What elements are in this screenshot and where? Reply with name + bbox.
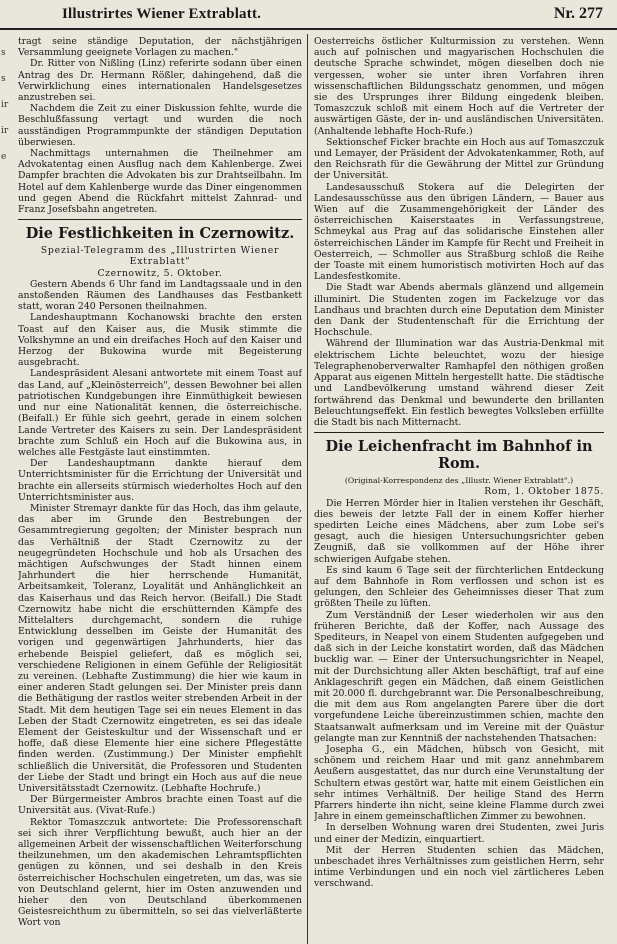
article-text: In derselben Wohnung waren drei Studenten, zwei Juris und einer der Medizin, einquartiert.	[314, 822, 604, 845]
subline: (Original-Korrespondenz des „Illustr. Wiener Extrablatt".)	[344, 476, 574, 486]
headline-czernowitz: Die Festlichkeiten in Czernowitz.	[25, 225, 295, 243]
article-text: Mit der Herren Studenten schien das Mädchen, unbeschadet ihres Verhältnisses zum geistlichen Herrn, sehr intime Verbindungen und ein noch viel zärtlicheres Leben verschwand.	[314, 844, 604, 890]
article-text: Landesausschuß Stokera auf die Delegirten der Landesausschüsse aus den übrigen Ländern, — Bauer aus Wien auf die Zusammengehörigkeit der Länder des österreichischen Kaiserstaates in Verfassungstreue, Schmeykal aus Prag auf das solidarische Einstehen aller österreichischen Länder im Kampfe für Recht und Freiheit in Oesterreich, — Schmoller aus Straßburg schloß die Reihe der Toaste mit einem humoristisch motivirten Hoch auf das Landesfestkomite.	[314, 181, 604, 283]
subline: Spezial-Telegramm des „Illustrirten Wiener Extrablatt"	[40, 245, 280, 268]
dateline: Rom, 1. Oktober 1875.	[484, 486, 604, 498]
section-divider	[18, 219, 302, 220]
article-text: Nachdem die Zeit zu einer Diskussion fehlte, wurde die Beschlußfassung vertagt und wurden die noch ausständigen Programmpunkte der ständigen Deputation überwiesen.	[18, 103, 302, 148]
article-text: Oesterreichs östlicher Kulturmission zu verstehen. Wenn auch auf polnischen und magyarischen Hochschulen die deutsche Sprache schwindet, mögen dieselben doch nie vergessen, woher sie unter ihren Vorfahren ihren wissenschaftlichen Bildungsschatz genommen, und mögen sie des Ursprunges ihrer Bildung eingedenk bleiben. Tomaszczuk schloß mit einem Hoch auf die Vertreter der auswärtigen Gäste, der in- und ausländischen Universitäten. (Anhaltende lebhafte Hoch-Rufe.)	[314, 36, 604, 137]
article-text: Rektor Tomaszczuk antwortete: Die Professorenschaft sei sich ihrer Verpflichtung bewußt, auch hier an der allgemeinen Arbeit der wissenschaftlichen Weiterforschung theilzunehmen, um den akademischen Lehramtspflichten genügen zu können, und sei deshalb in den Kreis österreichischer Hochschulen eingetreten, um das, was sie von Deutschland gelernt, hier im Osten anzuwenden und hieher den von Deutschland überkommenen Geistesreichthum zu übermitteln, so sei das vielverläßterte Wort von	[18, 816, 302, 929]
margin-marks: s s ir ir e	[1, 48, 9, 162]
article-text: tragt seine ständige Deputation, der nächstjährigen Versammlung geeignete Vorlagen zu machen."	[18, 36, 302, 59]
article-text: Während der Illumination war das Austria-Denkmal mit elektrischem Lichte beleuchtet, wozu der hiesige Telegraphenoberverwalter Ramhapfel den nöthigen großen Apparat aus eigenen Mitteln hergestellt hatte. Die städtische und Landbevölkerung umstand während dieser Zeit fortwährend das Denkmal und bewunderte den brillanten Beleuchtungseffekt. Ein festlich bewegtes Volksleben erfüllte die Stadt bis nach Mitternacht.	[314, 338, 604, 428]
article-text: Minister Stremayr dankte für das Hoch, das ihm gelaute, das aber im Grunde den Bestrebungen der Gesammtregierung gegolten; der Minister besprach nun das Verhältniß der Stadt Czernowitz zu der neugegründeten Hochschule und hob als Ursachen des mächtigen Aufschwunges der Stadt hinnen einem Jahrhundert die hier herrschende Humanität, Arbeitsamkeit, Toleranz, Loyalität und Anhänglichkeit an das Kaiserhaus und das Reich hervor. (Beifall.) Die Stadt Czernowitz habe nicht die erschütternden Kämpfe des Mittelalters durchgemacht, sondern die ruhige Entwicklung desselben im Geiste der Humanität des vorigen und gegenwärtigen Jahrhunderts, hier das erhebende Beispiel geliefert, daß es möglich sei, verschiedene Religionen in einem Gefühle der Religiosität zu vereinen. (Lebhafte Zustimmung) die hier wie kaum in einer anderen Stadt gelungen sei. Der Minister preis dann die Bethätigung der rastlos weiter strebenden Arbeit in der Stadt. Mit dem heutigen Tage sei ein neues Element in das Leben der Stadt Czernowitz eingetreten, es sei das ideale Element der Geisteskultur und der Wissenschaft und er hoffe, daß diese Elemente hier eine sichere Pflegestätte finden werden. (Zustimmung.) Der Minister empfiehlt schließlich die Universität, die Professoren und Studenten der Liebe der Stadt und bringt ein Hoch aus auf die neue Universitätsstadt Czernowitz. (Lebhafte Hochrufe.)	[18, 502, 302, 794]
article-text: Sektionschef Ficker brachte ein Hoch aus auf Tomaszczuk und Lemayer, der Präsident der Advokatenkammer, Roth, auf den Reichsrath für die Gewährung der Mittel zur Gründung der Universität.	[314, 136, 604, 182]
column-divider	[307, 34, 308, 944]
article-text: Gestern Abends 6 Uhr fand im Landtagssaale und in den anstoßenden Räumen des Landhauses das Festbankett statt, woran 240 Personen theilnahmen.	[18, 278, 302, 313]
article-text: Nachmittags unternahmen die Theilnehmer am Advokatentag einen Ausflug nach dem Kahlenberge. Zwei Dampfer brachten die Advokaten bis zur Drahtseilbahn. Im Hotel auf dem Kahlenberge wurde das Diner eingenommen und gegen Abend die Rückfahrt mittelst Zahnrad- und Franz Josefsbahn angetreten.	[18, 148, 302, 216]
left-column	[18, 36, 302, 944]
article-text: Landeshauptmann Kochanowski brachte den ersten Toast auf den Kaiser aus, die Musik stimmte die Volkshymne an und ein dreifaches Hoch auf den Kaiser und Herzog der Bukowina wurde mit Begeisterung ausgebracht.	[18, 312, 302, 369]
article-text: Landespräsident Alesani antwortete mit einem Toast auf das Land, auf „Kleinösterreich", dessen Bewohner bei allen patriotischen Kundgebungen ihre Einmüthigkeit bewiesen und nur eine Nationalität kennen, die österreichische. (Beifall.) Er fühle sich geehrt, gerade in einem solchen Lande Vertreter des Kaisers zu sein. Der Landespräsident brachte zum Schluß ein Hoch auf die Bukowina aus, in welches alle Festgäste laut einstimmten.	[18, 368, 302, 458]
article-text: Die Herren Mörder hier in Italien verstehen ihr Geschäft, dies beweis der letzte Fall der in einem Koffer hierher spedirten Leiche eines Mädchens, aber zum Lobe sei's gesagt, auch die hiesigen Untersuchungsrichter geben Zeugniß, daß sie vollkommen auf der Höhe ihrer schwierigen Aufgabe stehen.	[314, 497, 604, 565]
right-column	[314, 36, 604, 944]
article-text: Zum Verständniß der Leser wiederholen wir aus den früheren Berichte, daß der Koffer, nach Aussage des Spediteurs, in Neapel von einem Studenten aufgegeben und daß sich in der Leiche konstatirt worden, daß das Mädchen bucklig war. — Einer der Untersuchungsrichter in Neapel, mit der Durchsichtung aller Akten beschäftigt, traf auf eine Anklageschrift gegen ein Mädchen, daß einem Geistlichen mit 20.000 fl. durchgebrannt war. Die Personalbeschreibung, die mit dem aus Rom angelangten Parere über die dort vorgefundene Leiche übereinzustimmen schien, machte den Staatsanwalt aufmerksam und im Vereine mit der Quästur gelangte man zur Kenntniß der nachstehenden Thatsachen:	[314, 609, 604, 744]
article-text: Die Stadt war Abends abermals glänzend und allgemein illuminirt. Die Studenten zogen im Fackelzuge vor das Landhaus und brachten durch eine Deputation dem Minister den Dank der Studentenschaft für die Errichtung der Hochschule.	[314, 282, 604, 339]
page-header	[0, 0, 617, 30]
article-text: Es sind kaum 6 Tage seit der fürchterlichen Entdeckung auf dem Bahnhofe in Rom verflossen und schon ist es gelungen, den Schleier des Geheimnisses dieser That zum größten Theile zu lüften.	[314, 564, 604, 610]
newspaper-title: Illustrirtes Wiener Extrablatt.	[62, 5, 262, 22]
article-text: Dr. Ritter von Nißling (Linz) referirte sodann über einen Antrag des Dr. Hermann Rößler, dahingehend, daß die Verwirklichung eines internationalen Handelsgesetzes anzustreben sei.	[18, 58, 302, 104]
article-text: Der Landeshauptmann dankte hierauf dem Unterrichtsminister für die Errichtung der Universität und brachte ein allerseits stürmisch wiederholtes Hoch auf den Unterrichtsminister aus.	[18, 458, 302, 503]
headline-rom: Die Leichenfracht im Bahnhof in Rom.	[325, 438, 593, 473]
dateline: Czernowitz, 5. Oktober.	[97, 267, 223, 279]
issue-number: Nr. 277	[553, 5, 603, 22]
article-text: Der Bürgermeister Ambros brachte einen Toast auf die Universität aus. (Vivat-Rufe.)	[18, 794, 302, 817]
section-divider	[314, 432, 604, 433]
article-text: Josepha G., ein Mädchen, hübsch von Gesicht, mit schönem und reichem Haar und mit ganz annehmbarem Aeußern ausgestattet, das nur durch eine Verunstaltung der Schultern etwas gestört war, hatte mit einem Geistlichen ein sehr intimes Verhältniß. Der heilige Stand des Herrn Pfarrers hinderte ihn nicht, seine kleine Flamme durch zwei Jahre in einem gemeinschaftlichen Zimmer zu bewohnen.	[314, 743, 604, 823]
